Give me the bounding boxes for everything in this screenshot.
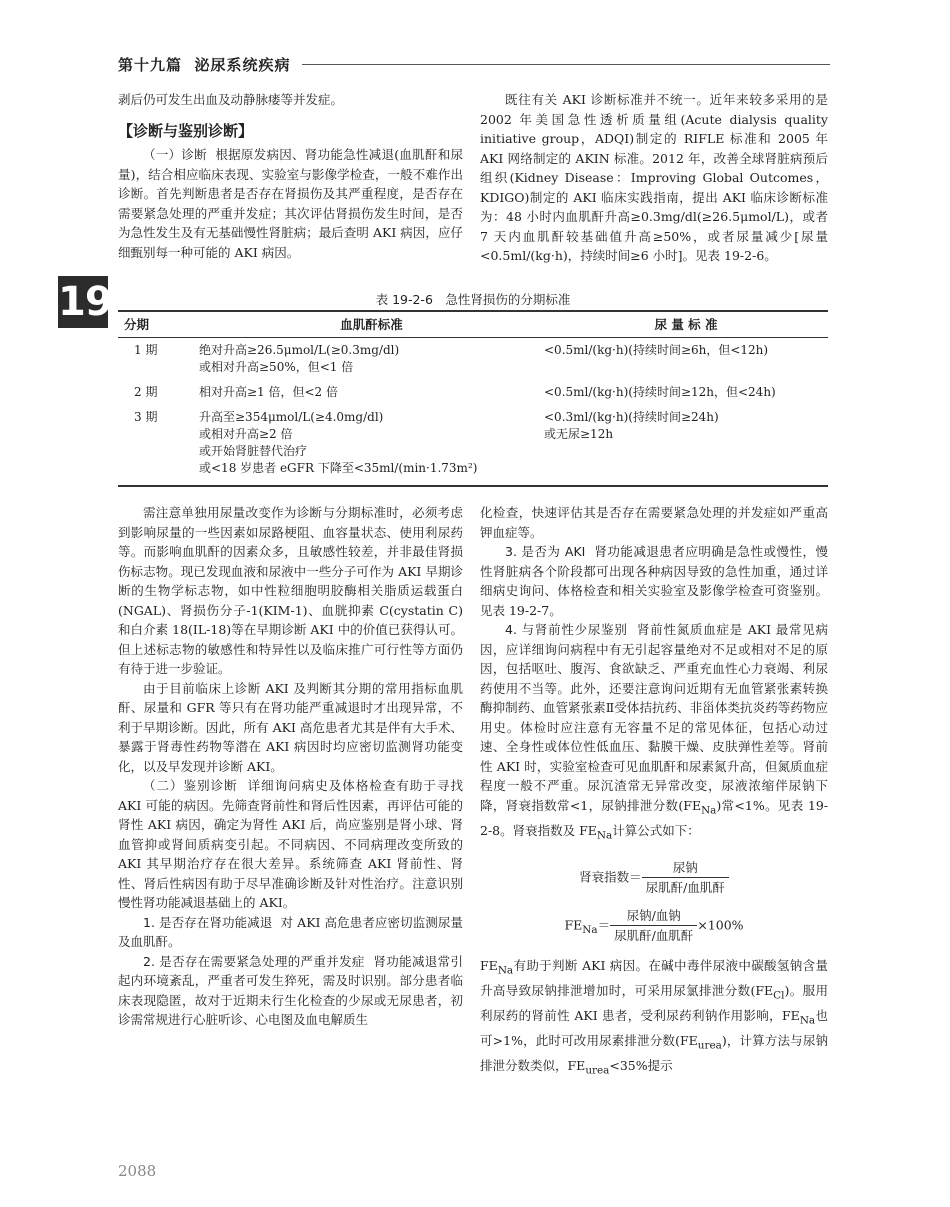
continuation-text: 剥后仍可发生出血及动静脉瘘等并发症。 bbox=[118, 92, 344, 107]
item-3-label: 3. 是否为 AKI bbox=[505, 544, 586, 559]
scr-line: 或相对升高≥2 倍 bbox=[199, 427, 293, 441]
fraction-numerator: 尿钠/血钠 bbox=[626, 907, 681, 923]
item-2-text: 肾功能减退常引起内环境紊乱，严重者可发生猝死，需及时识别。部分患者临床表现隐匿，故对于近期未行生化检查的少尿或无尿患者，初诊需常规进行心脏听诊、心电图及血电解质生 bbox=[118, 953, 463, 1027]
item-2-label: 2. 是否存在需要紧急处理的严重并发症 bbox=[143, 953, 365, 969]
urine-line: <0.5ml/(kg·h)(持续时间≥12h，但<24h) bbox=[544, 385, 776, 399]
section-title: 【诊断与鉴别诊断】 bbox=[118, 121, 254, 140]
text-run: 也可>1%，此时可改用尿素排泄分数(FE bbox=[480, 1007, 828, 1048]
differential-text: 详细询问病史及体格检查有助于寻找 AKI 可能的病因。先筛查肾前性和肾后性因素，再评估可能的肾性 AKI 病因，确定为肾性 AKI 后，尚应鉴别是肾小球、肾血管抑或肾间质病变引起。不同病因、不同病理改变所致的 AKI 其早期治疗存在很大差异。系统筛查 AKI 肾前性、肾性、肾后性病因有助于尽早准确诊断及针对性治疗。注意识别慢性肾功能减退基础上的 AKI。 bbox=[118, 778, 463, 910]
criteria-paragraph: 既往有关 AKI 诊断标准并不统一。近年来较多采用的是 2002 年美国急性透析质量组(Acute dialysis quality initiative group，ADQI)制定的 RIFLE 标准和 2005 年 AKI 网络制定的 AKIN 标准。2012 年，改善全球肾脏病预后组织(Kidney Disease：Improving Global Outcomes，KDIGO)制定的 AKI 临床实践指南，提出 AKI 临床诊断标准为：48 小时内血肌酐升高≥0.3mg/dl(≥26.5μmol/L)，或者 7 天内血肌酐较基础值升高≥50%，或者尿量减少[尿量<0.5ml/(kg·h)，持续时间≥6 小时]。见表 19-2-6。 bbox=[480, 92, 828, 263]
formula-lhs: FE bbox=[564, 917, 583, 932]
urine-cell bbox=[544, 405, 828, 481]
right-column-bottom bbox=[480, 503, 828, 1081]
urine-cell bbox=[544, 338, 828, 381]
scr-line: 或开始肾脏替代治疗 bbox=[199, 444, 308, 458]
formula-equals: ＝ bbox=[597, 917, 611, 932]
item-1-text: 对 AKI 高危患者应密切监测尿量及血肌酐。 bbox=[118, 914, 463, 949]
table-row bbox=[118, 338, 828, 381]
scr-cell bbox=[199, 338, 544, 381]
item-4-tail: )常<1%。见表 19-2-8。肾衰指数及 FE bbox=[480, 797, 828, 838]
fena-paragraph bbox=[480, 956, 828, 1081]
item-1-label: 1. 是否存在肾功能减退 bbox=[143, 914, 273, 930]
header-scr: 血肌酐标准 bbox=[340, 317, 403, 332]
scr-line: 或相对升高≥50%，但<1 倍 bbox=[199, 360, 354, 374]
urine-line: <0.3ml/(kg·h)(持续时间≥24h) bbox=[544, 410, 719, 424]
table-row bbox=[118, 405, 828, 481]
fraction bbox=[610, 906, 697, 946]
fraction bbox=[642, 858, 729, 898]
diagnosis-label: （一）诊断 bbox=[143, 147, 207, 162]
item-4-text: 肾前性氮质血症是 AKI 最常见病因，应详细询问病程中有无引起容量绝对不足或相对不足的原因，包括呕吐、腹泻、食欲缺乏、严重充血性心力衰竭、利尿药使用不当等。此外，还要注意询问近期有无血管紧张素转换酶抑制药、血管紧张素Ⅱ受体拮抗药、非甾体类抗炎药等药物应用史。体检时应注意有无容量不足的常见体征，包括心动过速、全身性或体位性低血压、黏膜干燥、皮肤弹性差等。肾前性 AKI 时，实验室检查可见血肌酐和尿素氮升高，但氮质血症程度一般不严重。尿沉渣常无异常改变，尿液浓缩伴尿钠下降，肾衰指数常<1，尿钠排泄分数(FE bbox=[480, 622, 828, 813]
header-urine: 尿 量 标 准 bbox=[654, 317, 718, 332]
header-stage: 分期 bbox=[124, 317, 150, 332]
part-title: 泌尿系统疾病 bbox=[194, 56, 291, 74]
item-3-text: 肾功能减退患者应明确是急性或慢性，慢性肾脏病各个阶段都可出现各种病因导致的急性加重，通过详细病史询问、体格检查和相关实验室及影像学检查可资鉴别。见表 19-2-7。 bbox=[480, 544, 828, 618]
left-column-bottom bbox=[118, 503, 463, 1030]
subscript: Na bbox=[497, 964, 514, 976]
differential-label: （二）鉴别诊断 bbox=[143, 778, 238, 793]
urine-cell bbox=[544, 380, 828, 405]
continued-text: 化检查，快速评估其是否存在需要紧急处理的并发症如严重高钾血症等。 bbox=[480, 505, 828, 540]
stage-cell: 3 期 bbox=[134, 410, 158, 424]
table-bottom-rule bbox=[118, 485, 828, 487]
item-3-paragraph bbox=[480, 542, 828, 620]
text-run: 有助于判断 AKI 病因。在碱中毒伴尿液中碳酸氢钠含量升高导致尿钠排泄增加时，可采用尿氯排泄分数(FE bbox=[480, 957, 828, 998]
diagnosis-paragraph bbox=[118, 145, 463, 262]
item-4-end: 计算公式如下： bbox=[612, 822, 700, 838]
right-column-top bbox=[480, 90, 828, 266]
fraction-numerator: 尿钠 bbox=[672, 859, 698, 875]
scr-cell bbox=[199, 380, 544, 405]
chapter-tab: 19 bbox=[58, 276, 108, 328]
header-rule bbox=[302, 64, 830, 65]
stage-cell: 1 期 bbox=[134, 343, 158, 357]
subscript: Na bbox=[596, 829, 613, 841]
diagnosis-text: 根据原发病因、肾功能急性减退(血肌酐和尿量)，结合相应临床表现、实验室与影像学检查，一般不难作出诊断。首先判断患者是否存在肾损伤及其严重程度，是否存在需要紧急处理的严重并发症；其次评估肾损伤发生时间，是否为急性发生及有无基础慢性肾脏病；最后查明 AKI 病因，应仔细甄别每一种可能的 AKI 病因。 bbox=[118, 147, 463, 260]
subscript: Na bbox=[799, 1014, 816, 1026]
differential-paragraph bbox=[118, 776, 463, 913]
formula-rhs: ×100% bbox=[697, 917, 744, 932]
scr-cell bbox=[199, 405, 544, 481]
text-run: )。服用利尿药的肾前性 AKI 患者，受利尿药利钠作用影响，FE bbox=[480, 982, 828, 1023]
item-4-paragraph bbox=[480, 620, 828, 846]
monitoring-paragraph: 由于目前临床上诊断 AKI 及判断其分期的常用指标血肌酐、尿量和 GFR 等只有在肾功能严重减退时才出现异常，不利于早期诊断。因此，所有 AKI 高危患者尤其是伴有大手术、暴露于肾毒性药物等潜在 AKI 病因时均应密切监测肾功能变化，以及早发现并诊断 AKI。 bbox=[118, 680, 463, 774]
urine-line: 或无尿≥12h bbox=[544, 427, 614, 441]
text-run: <35%提示 bbox=[609, 1057, 673, 1073]
item-4-label: 4. 与肾前性少尿鉴别 bbox=[505, 622, 628, 637]
left-column-top bbox=[118, 90, 463, 262]
staging-table bbox=[118, 312, 828, 481]
fraction-denominator: 尿肌酐/血肌酐 bbox=[610, 925, 697, 946]
urine-line: <0.5ml/(kg·h)(持续时间≥6h，但<12h) bbox=[544, 343, 769, 357]
subscript: urea bbox=[585, 1064, 610, 1076]
text-run: )，计算方法与尿钠排泄分数类似，FE bbox=[480, 1032, 828, 1073]
formula-rfi bbox=[480, 858, 828, 898]
item-2-paragraph bbox=[118, 952, 463, 1030]
subscript: Na bbox=[701, 804, 717, 816]
fraction-denominator: 尿肌酐/血肌酐 bbox=[642, 877, 729, 898]
biomarker-paragraph: 需注意单独用尿量改变作为诊断与分期标准时，必须考虑到影响尿量的一些因素如尿路梗阻、血容量状态、使用利尿药等。而影响血肌酐的因素众多，且敏感性较差，并非最佳肾损伤标志物。现已发现血液和尿液中一些分子可作为 AKI 早期诊断的生物学标志物，如中性粒细胞明胶酶相关脂质运载蛋白(NGAL)、肾损伤分子-1(KIM-1)、血胱抑素 C(cystatin C)和白介素 18(IL-18)等在早期诊断 AKI 中的价值已获得认可。但上述标志物的敏感性和特异性以及临床推广可行性等方面仍有待于进一步验证。 bbox=[118, 505, 463, 676]
scr-line: 相对升高≥1 倍，但<2 倍 bbox=[199, 385, 339, 399]
subscript: Cl bbox=[773, 989, 785, 1001]
table-caption: 表 19-2-6 急性肾损伤的分期标准 bbox=[375, 292, 571, 307]
scr-line: 升高至≥354μmol/L(≥4.0mg/dl) bbox=[199, 410, 384, 424]
subscript: Na bbox=[582, 923, 598, 936]
page-number: 2088 bbox=[118, 1162, 157, 1180]
stage-cell: 2 期 bbox=[134, 385, 158, 399]
formula-lhs: 肾衰指数＝ bbox=[579, 869, 642, 884]
scr-line: 或<18 岁患者 eGFR 下降至<35ml/(min·1.73m²) bbox=[199, 461, 478, 475]
part-number: 第十九篇 bbox=[118, 56, 183, 74]
running-header bbox=[118, 54, 290, 75]
scr-line: 绝对升高≥26.5μmol/L(≥0.3mg/dl) bbox=[199, 343, 400, 357]
formula-fena bbox=[480, 906, 828, 946]
item-1-paragraph bbox=[118, 913, 463, 952]
text-run: FE bbox=[480, 957, 498, 973]
subscript: urea bbox=[697, 1039, 722, 1051]
table-row bbox=[118, 380, 828, 405]
